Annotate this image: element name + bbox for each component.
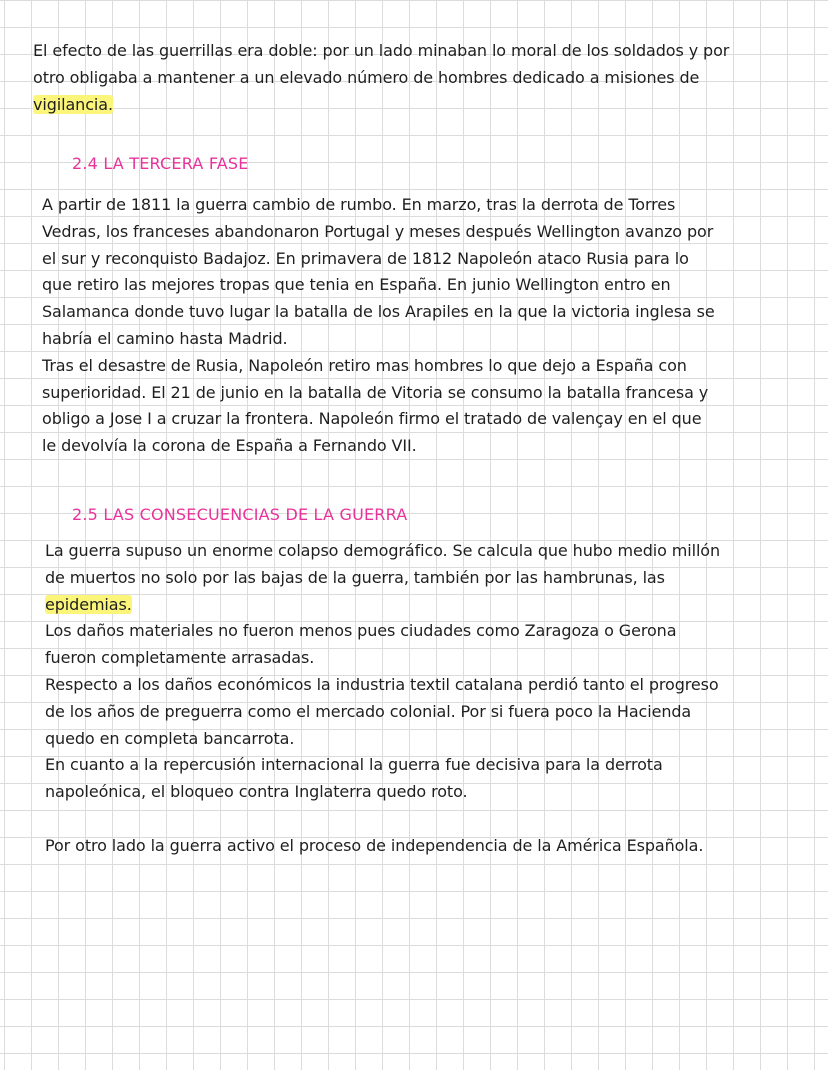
text-line: habría el camino hasta Madrid.	[42, 328, 288, 348]
text-line: fueron completamente arrasadas.	[45, 648, 315, 668]
text-line: Salamanca donde tuvo lugar la batalla de los Arapiles en la que la victoria inglesa se	[42, 302, 715, 322]
text-line: vigilancia.	[33, 94, 113, 114]
text-line: obligo a Jose I a cruzar la frontera. Napoleón firmo el tratado de valençay en el que	[42, 409, 702, 429]
text-line: el sur y reconquisto Badajoz. En primavera de 1812 Napoleón ataco Rusia para lo	[42, 248, 689, 268]
text-line: napoleónica, el bloqueo contra Inglaterra quedo roto.	[45, 782, 468, 802]
text-line: El efecto de las guerrillas era doble: por un lado minaban lo moral de los soldados y por	[33, 41, 730, 60]
text-line: Tras el desastre de Rusia, Napoleón retiro mas hombres lo que dejo a España con	[42, 355, 687, 375]
text-line: de los años de preguerra como el mercado colonial. Por si fuera poco la Hacienda	[45, 701, 692, 721]
section-tercera-fase-body	[42, 192, 812, 460]
section-title-tercera-fase: 2.4 LA TERCERA FASE	[72, 154, 249, 173]
text-line: Por otro lado la guerra activo el proceso de independencia de la América Española.	[45, 835, 704, 855]
text-line: otro obligaba a mantener a un elevado número de hombres dedicado a misiones de	[33, 67, 700, 87]
text-line: le devolvía la corona de España a Fernando VII.	[42, 436, 417, 456]
text-line: Respecto a los daños económicos la industria textil catalana perdió tanto el progreso	[45, 674, 719, 694]
text-line: superioridad. El 21 de junio en la batalla de Vitoria se consumo la batalla francesa y	[42, 382, 709, 402]
section-consecuencias-body	[45, 538, 815, 860]
text-line: de muertos no solo por las bajas de la guerra, también por las hambrunas, las	[45, 567, 665, 587]
text-line: A partir de 1811 la guerra cambio de rumbo. En marzo, tras la derrota de Torres	[42, 195, 676, 214]
text-line: que retiro las mejores tropas que tenia en España. En junio Wellington entro en	[42, 275, 671, 295]
text-line: En cuanto a la repercusión internacional la guerra fue decisiva para la derrota	[45, 755, 663, 775]
intro-paragraph	[33, 38, 803, 118]
text-line: Vedras, los franceses abandonaron Portugal y meses después Wellington avanzo por	[42, 221, 714, 241]
section-title-consecuencias: 2.5 LAS CONSECUENCIAS DE LA GUERRA	[72, 505, 408, 524]
text-line: La guerra supuso un enorme colapso demográfico. Se calcula que hubo medio millón	[45, 541, 721, 560]
text-line: Los daños materiales no fueron menos pues ciudades como Zaragoza o Gerona	[45, 621, 677, 641]
text-line	[45, 806, 815, 833]
text-line: quedo en completa bancarrota.	[45, 728, 295, 748]
text-line: epidemias.	[45, 594, 132, 614]
